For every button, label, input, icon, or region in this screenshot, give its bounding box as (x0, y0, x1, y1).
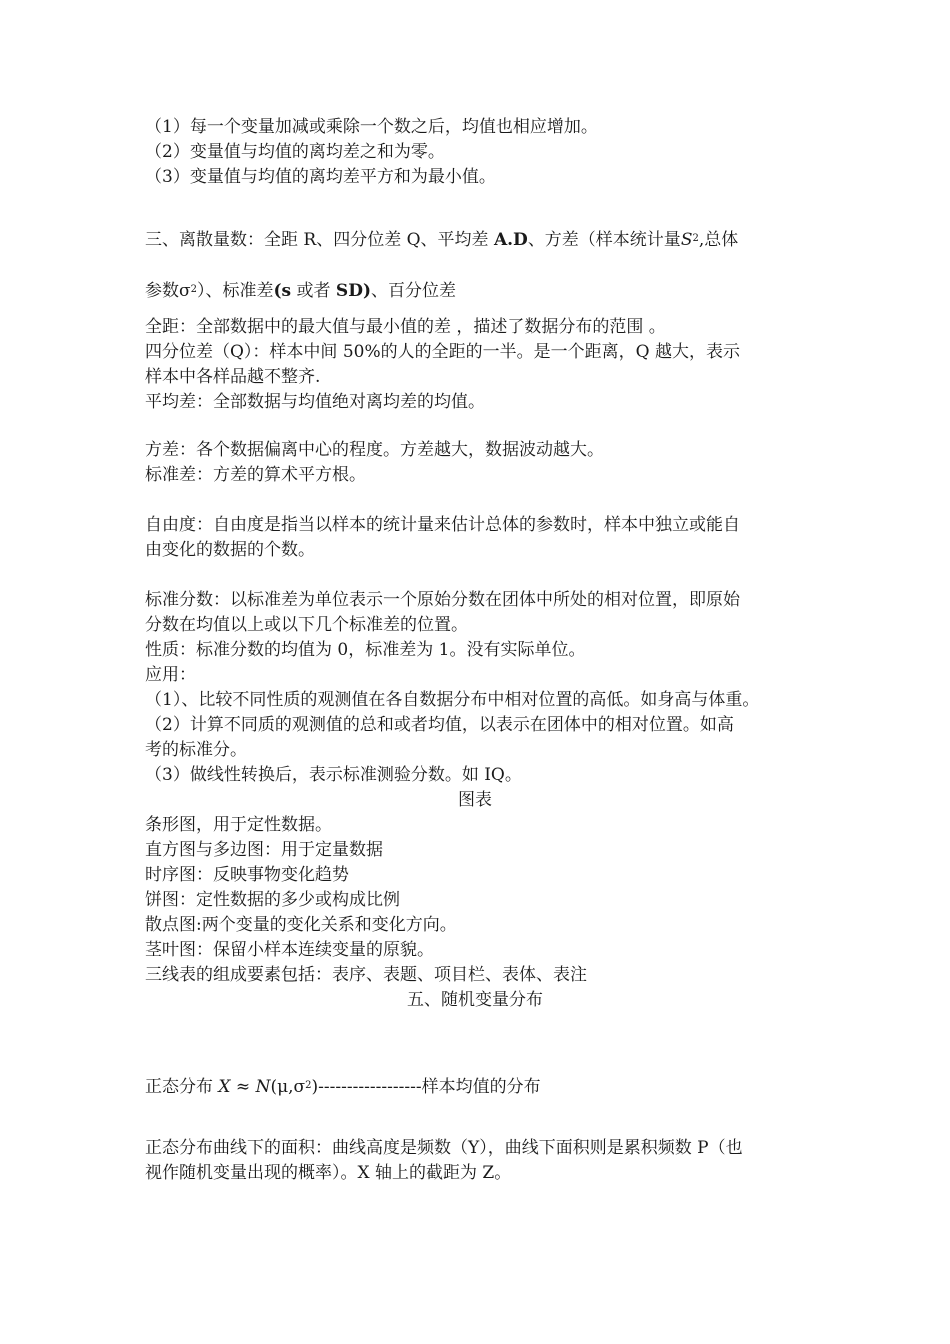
text-line: 分数在均值以上或以下几个标准差的位置。 (145, 615, 468, 635)
text-line: 自由度：自由度是指当以样本的统计量来估计总体的参数时，样本中独立或能自 (145, 515, 740, 535)
section-heading-charts: 图表 (458, 790, 492, 810)
section-heading-random-variable: 五、随机变量分布 (407, 990, 543, 1010)
text-line: 由变化的数据的个数。 (145, 540, 315, 560)
text-line: （3）做线性转换后，表示标准测验分数。如 IQ。 (145, 765, 522, 785)
text-line: 视作随机变量出现的概率）。X 轴上的截距为 Z。 (145, 1163, 512, 1183)
dispersion-line-1: 三、离散量数：全距 R、四分位差 Q、平均差 A.D、方差（样本统计量$S^2$,总体 (145, 230, 739, 250)
text-line: 条形图，用于定性数据。 (145, 815, 332, 835)
text-line: 应用： (145, 665, 196, 685)
text-line: 时序图：反映事物变化趋势 (145, 865, 349, 885)
text-line: 三线表的组成要素包括：表序、表题、项目栏、表体、表注 (145, 965, 587, 985)
text-line: 考的标准分。 (145, 740, 247, 760)
text-line: 直方图与多边图：用于定量数据 (145, 840, 383, 860)
text-line: 四分位差（Q）：样本中间 50%的人的全距的一半。是一个距离，Q 越大，表示 (145, 342, 740, 362)
text-line: 标准分数：以标准差为单位表示一个原始分数在团体中所处的相对位置，即原始 (145, 590, 740, 610)
dispersion-line-2: 参数$\sigma^2$）、标准差(s 或者 SD)、百分位差 (145, 281, 456, 301)
text-line: （1）、比较不同性质的观测值在各自数据分布中相对位置的高低。如身高与体重。 (145, 690, 760, 710)
text-line: 正态分布曲线下的面积：曲线高度是频数（Y），曲线下面积则是累积频数 P（也 (145, 1138, 743, 1158)
text-line: 标准差：方差的算术平方根。 (145, 465, 366, 485)
text-line: 饼图：定性数据的多少或构成比例 (145, 890, 400, 910)
normal-distribution-line: 正态分布 $X \approx N(\mu,\sigma^2)------------------$样本均值的分布 (145, 1077, 541, 1097)
text-line: 全距：全部数据中的最大值与最小值的差 ，描述了数据分布的范围 。 (145, 317, 666, 337)
text-line: 性质：标准分数的均值为 0，标准差为 1。没有实际单位。 (145, 640, 586, 660)
text-line: （3）变量值与均值的离均差平方和为最小值。 (145, 167, 496, 187)
text-line: 散点图:两个变量的变化关系和变化方向。 (145, 915, 457, 935)
text-line: 方差：各个数据偏离中心的程度。方差越大，数据波动越大。 (145, 440, 604, 460)
text-line: （2）变量值与均值的离均差之和为零。 (145, 142, 445, 162)
text-line: 样本中各样品越不整齐. (145, 367, 321, 387)
text-line: （2）计算不同质的观测值的总和或者均值，以表示在团体中的相对位置。如高 (145, 715, 734, 735)
text-line: 茎叶图：保留小样本连续变量的原貌。 (145, 940, 434, 960)
text-line: （1）每一个变量加减或乘除一个数之后，均值也相应增加。 (145, 117, 598, 137)
text-line: 平均差：全部数据与均值绝对离均差的均值。 (145, 392, 485, 412)
